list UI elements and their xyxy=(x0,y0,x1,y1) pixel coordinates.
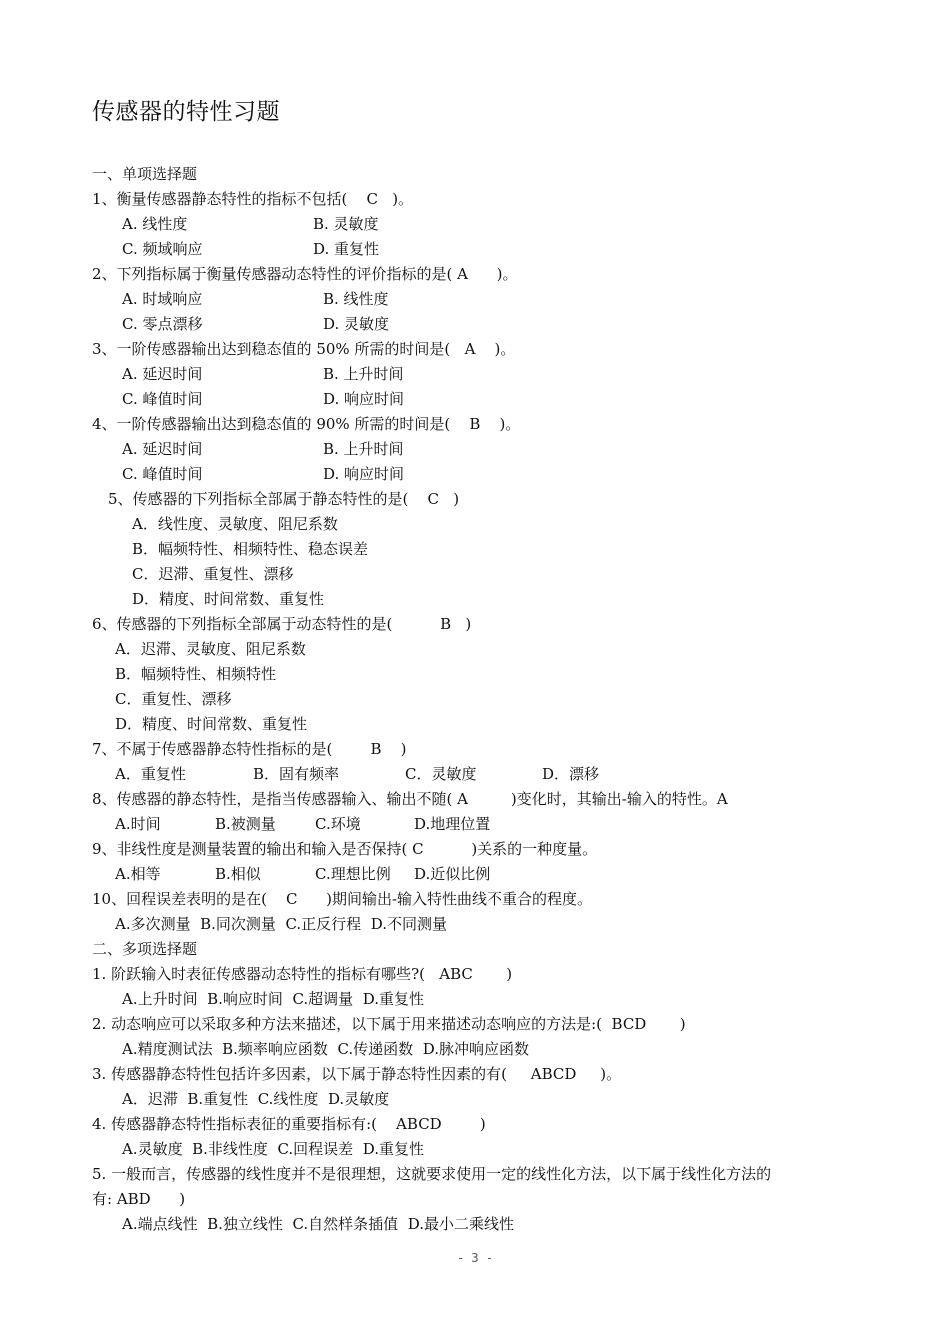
line-text: C. 频域响应 xyxy=(122,240,203,258)
option-text: D．漂移 xyxy=(542,765,600,783)
page-number: - 3 - xyxy=(456,1251,494,1265)
line-text: A.上升时间 B.响应时间 C.超调量 D.重复性 xyxy=(122,990,424,1008)
line-text: 4. 传感器静态特性指标表征的重要指标有:( ABCD ) xyxy=(92,1115,486,1133)
option-text: D.近似比例 xyxy=(414,865,491,883)
line-text: A．迟滞、灵敏度、阻尼系数 xyxy=(115,640,306,658)
line-text: A. 时域响应 xyxy=(122,290,203,308)
line-text: 2、下列指标属于衡量传感器动态特性的评价指标的是( A )。 xyxy=(92,265,518,283)
line-text: C．迟滞、重复性、漂移 xyxy=(132,565,294,583)
line-text: 2. 动态响应可以采取多种方法来描述，以下属于用来描述动态响应的方法是:( BCD ) xyxy=(92,1015,686,1033)
line-text: 有: ABD ) xyxy=(92,1190,186,1208)
option-text: B. 线性度 xyxy=(323,290,389,308)
line-text: A. 延迟时间 xyxy=(122,365,203,383)
line-text: 5、传感器的下列指标全部属于静态特性的是( C ) xyxy=(108,490,460,508)
line-text: 10、回程误差表明的是在( C )期间输出-输入特性曲线不重合的程度。 xyxy=(92,890,593,908)
line-text: C. 零点漂移 xyxy=(122,315,203,333)
line-text: A.时间 xyxy=(115,815,161,833)
line-text: 4、一阶传感器输出达到稳态值的 90% 所需的时间是( B )。 xyxy=(92,415,521,433)
line-text: 1、衡量传感器静态特性的指标不包括( C )。 xyxy=(92,190,414,208)
line-text: 8、传感器的静态特性，是指当传感器输入、输出不随( A )变化时，其输出-输入的特性。A xyxy=(92,790,728,808)
line-text: A．线性度、灵敏度、阻尼系数 xyxy=(132,515,338,533)
option-text: C.理想比例 xyxy=(315,865,391,883)
option-text: B. 上升时间 xyxy=(323,365,404,383)
option-text: D. 响应时间 xyxy=(323,465,405,483)
option-text: D. 灵敏度 xyxy=(323,315,390,333)
line-text: C. 峰值时间 xyxy=(122,390,203,408)
line-text: 9、非线性度是测量装置的输出和输入是否保持( C )关系的一种度量。 xyxy=(92,840,598,858)
line-text: D．精度、时间常数、重复性 xyxy=(115,715,308,733)
line-text: 二、多项选择题 xyxy=(92,940,198,958)
line-text: A.端点线性 B.独立线性 C.自然样条插值 D.最小二乘线性 xyxy=(122,1215,514,1233)
option-text: B．固有频率 xyxy=(253,765,340,783)
line-text: A.精度测试法 B.频率响应函数 C.传递函数 D.脉冲响应函数 xyxy=(122,1040,529,1058)
line-text: A. 线性度 xyxy=(122,215,188,233)
line-text: B．幅频特性、相频特性 xyxy=(115,665,277,683)
line-text: A. 延迟时间 xyxy=(122,440,203,458)
option-text: C.环境 xyxy=(315,815,361,833)
line-text: A.灵敏度 B.非线性度 C.回程误差 D.重复性 xyxy=(122,1140,424,1158)
line-text: 1. 阶跃输入时表征传感器动态特性的指标有哪些?( ABC ) xyxy=(92,965,513,983)
option-text: B. 灵敏度 xyxy=(313,215,379,233)
line-text: 7、不属于传感器静态特性指标的是( B ) xyxy=(92,740,407,758)
line-text: 6、传感器的下列指标全部属于动态特性的是( B ) xyxy=(92,615,472,633)
line-text: A.相等 xyxy=(115,865,161,883)
line-text: C. 峰值时间 xyxy=(122,465,203,483)
option-text: B.相似 xyxy=(215,865,261,883)
page-title: 传感器的特性习题 xyxy=(92,99,280,125)
option-text: B. 上升时间 xyxy=(323,440,404,458)
line-text: D．精度、时间常数、重复性 xyxy=(132,590,325,608)
line-text: 一、单项选择题 xyxy=(92,165,198,183)
option-text: D.地理位置 xyxy=(414,815,491,833)
line-text: A．重复性 xyxy=(115,765,186,783)
option-text: D. 响应时间 xyxy=(323,390,405,408)
line-text: C．重复性、漂移 xyxy=(115,690,232,708)
line-text: 5. 一般而言，传感器的线性度并不是很理想，这就要求使用一定的线性化方法，以下属于线性化方法的 xyxy=(92,1165,772,1183)
option-text: C．灵敏度 xyxy=(405,765,477,783)
line-text: 3. 传感器静态特性包括许多因素，以下属于静态特性因素的有( ABCD )。 xyxy=(92,1065,622,1083)
line-text: B．幅频特性、相频特性、稳态误差 xyxy=(132,540,369,558)
line-text: A．迟滞 B.重复性 C.线性度 D.灵敏度 xyxy=(122,1090,390,1108)
option-text: B.被测量 xyxy=(215,815,276,833)
line-text: A.多次测量 B.同次测量 C.正反行程 D.不同测量 xyxy=(115,915,447,933)
line-text: 3、一阶传感器输出达到稳态值的 50% 所需的时间是( A )。 xyxy=(92,340,516,358)
option-text: D. 重复性 xyxy=(313,240,380,258)
